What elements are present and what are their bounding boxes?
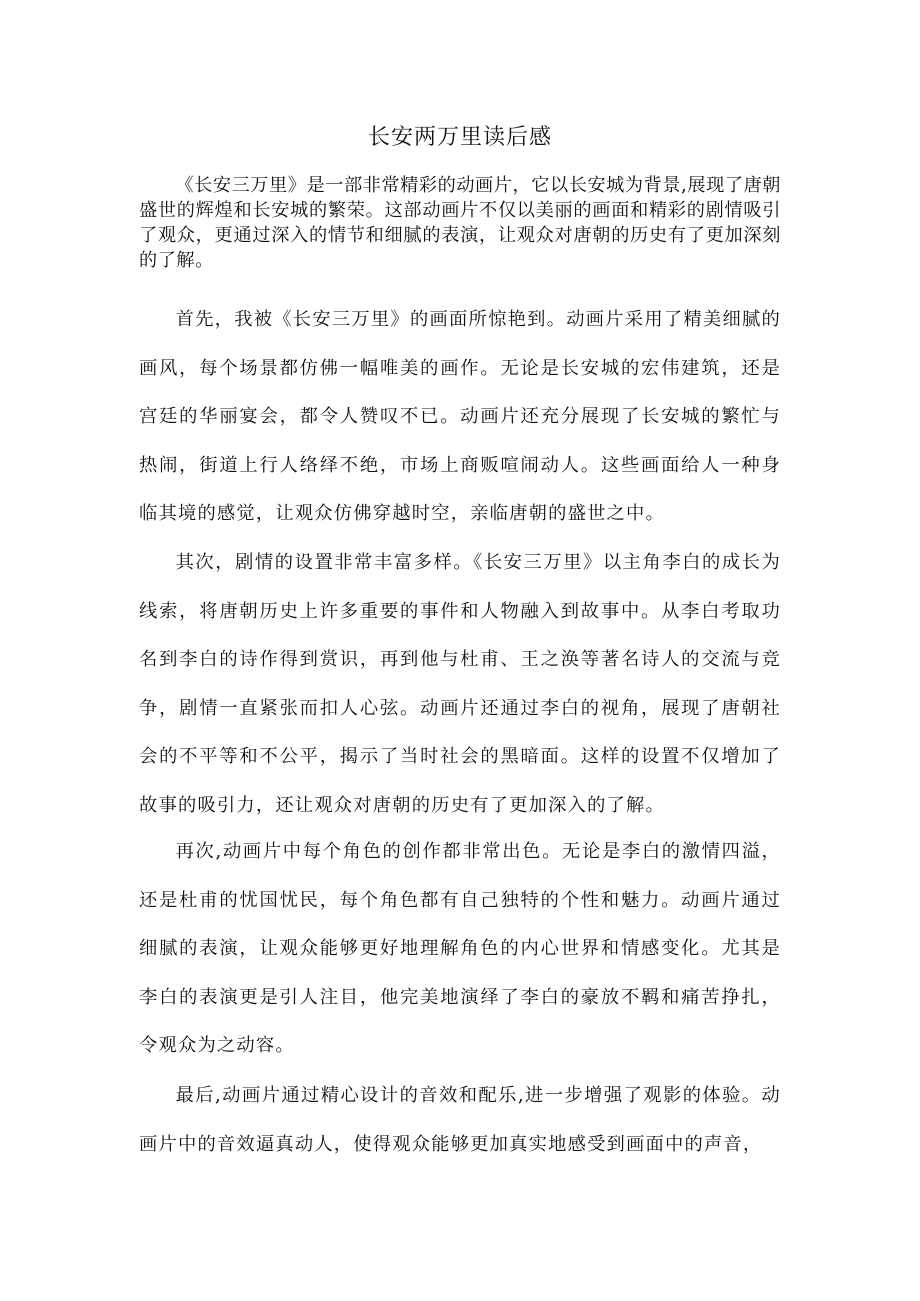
- paragraph-sound: 最后,动画片通过精心设计的音效和配乐,进一步增强了观影的体验。动画片中的音效逼真动人，使得观众能够更加真实地感受到画面中的声音，: [139, 1085, 781, 1155]
- paragraph-plot: 其次，剧情的设置非常丰富多样。《长安三万里》以主角李白的成长为线索，将唐朝历史上许多重要的事件和人物融入到故事中。从李白考取功名到李白的诗作得到赏识，再到他与杜甫、王之涣等著名诗人的交流与竞争，剧情一直紧张而扣人心弦。动画片还通过李白的视角，展现了唐朝社会的不平等和不公平，揭示了当时社会的黑暗面。这样的设置不仅增加了故事的吸引力，还让观众对唐朝的历史有了更加深入的了解。: [139, 552, 781, 816]
- paragraph-characters: 再次,动画片中每个角色的创作都非常出色。无论是李白的激情四溢，还是杜甫的忧国忧民，每个角色都有自己独特的个性和魅力。动画片通过细腻的表演，让观众能够更好地理解角色的内心世界和情感变化。尤其是李白的表演更是引人注目，他完美地演绎了李白的豪放不羁和痛苦挣扎，令观众为之动容。: [139, 841, 781, 1056]
- document-title: 长安两万里读后感: [367, 125, 552, 150]
- paragraph-visuals: 首先，我被《长安三万里》的画面所惊艳到。动画片采用了精美细腻的画风，每个场景都仿佛一幅唯美的画作。无论是长安城的宏伟建筑，还是宫廷的华丽宴会，都令人赞叹不已。动画片还充分展现了长安城的繁忙与热闹，街道上行人络绎不绝，市场上商贩喧闹动人。这些画面给人一种身临其境的感觉，让观众仿佛穿越时空，亲临唐朝的盛世之中。: [139, 309, 781, 524]
- paragraph-intro: 《长安三万里》是一部非常精彩的动画片，它以长安城为背景,展现了唐朝盛世的辉煌和长安城的繁荣。这部动画片不仅以美丽的画面和精彩的剧情吸引了观众，更通过深入的情节和细腻的表演，让观众对唐朝的历史有了更加深刻的了解。: [139, 175, 781, 271]
